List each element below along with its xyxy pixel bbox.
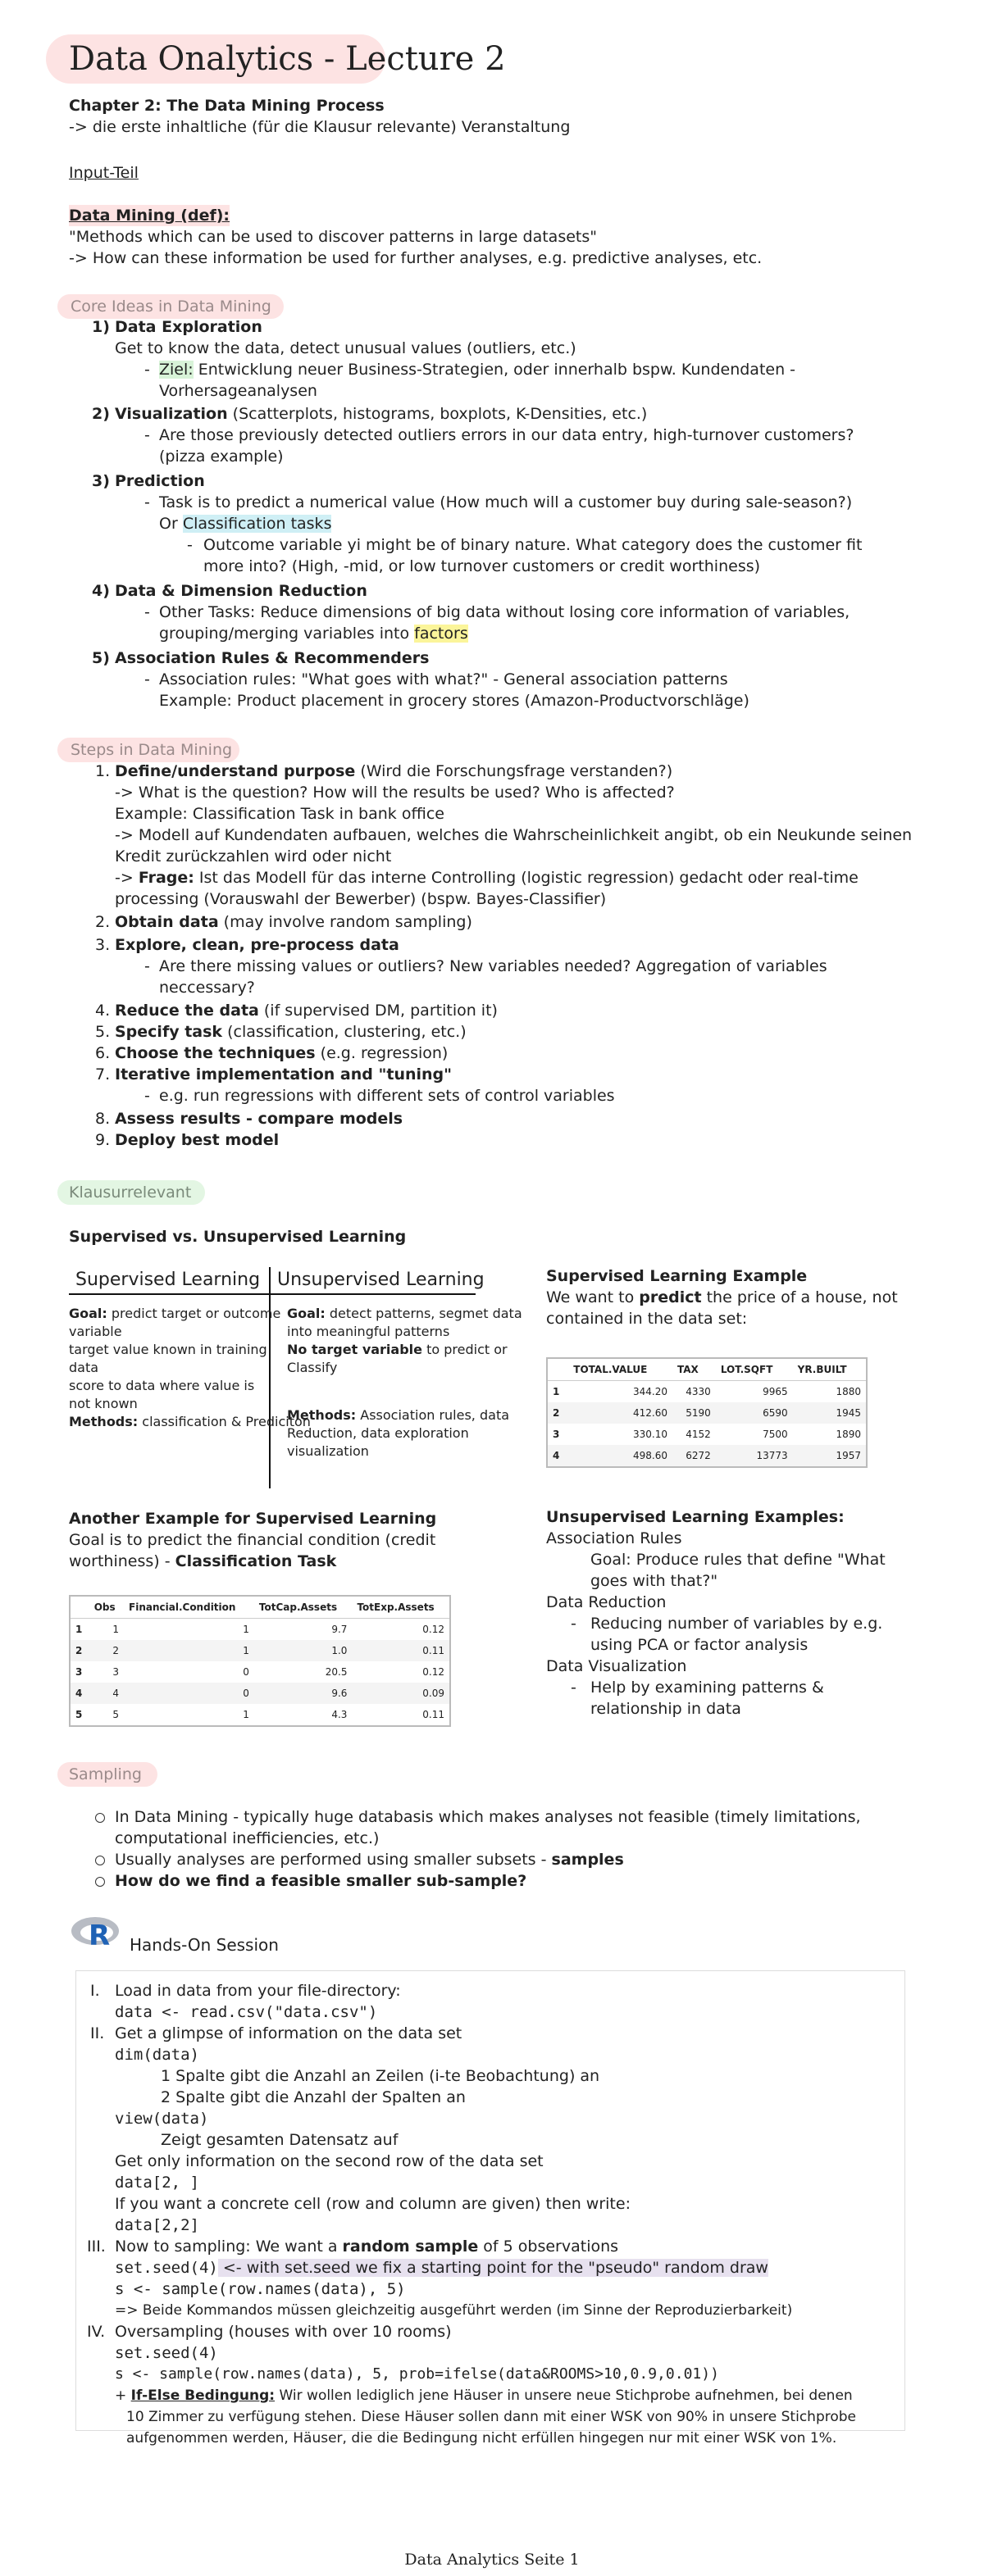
table-cell: 2	[71, 1640, 89, 1661]
sup-methods	[69, 1413, 311, 1431]
table-cell: 0.09	[352, 1683, 449, 1704]
sampling-text: computational inefficiencies, etc.)	[115, 1829, 380, 1847]
ule-text: using PCA or factor analysis	[590, 1636, 809, 1654]
sup-vs-unsup-heading: Supervised vs. Unsupervised Learning	[69, 1228, 407, 1246]
ule-visualization: Data Visualization	[546, 1657, 687, 1675]
table-cell: 4152	[686, 1429, 711, 1440]
table-cell: 4	[71, 1683, 89, 1704]
unsup-methods	[287, 1406, 509, 1424]
ule-assoc: Association Rules	[546, 1529, 682, 1547]
bullet-dash: -	[144, 670, 150, 688]
table-header-cell: Obs	[89, 1597, 124, 1619]
table-header-cell: TAX	[672, 1359, 716, 1381]
core-item-num: 1)	[92, 318, 110, 336]
sup-text: target value known in training	[69, 1342, 267, 1357]
table-cell: 1957	[793, 1445, 866, 1466]
table-header-cell	[548, 1359, 568, 1381]
bullet-dash: -	[144, 426, 150, 444]
step-num: 2.	[95, 913, 111, 931]
core-item-bullet: Task is to predict a numerical value (How much will a customer buy during sale-season?)	[159, 493, 853, 511]
table-cell: 1	[243, 1624, 249, 1635]
table-cell: 4330	[686, 1386, 711, 1397]
core-item-bullet-cont: Example: Product placement in grocery stores (Amazon-Productvorschläge)	[159, 692, 749, 710]
t-table-hline	[69, 1293, 476, 1295]
table-cell: 5	[112, 1709, 120, 1720]
table-cell: 1	[553, 1386, 560, 1397]
table-header-cell: LOT.SQFT	[716, 1359, 793, 1381]
unsup-goal	[287, 1305, 522, 1323]
table-cell: 6590	[716, 1402, 793, 1424]
table-cell: 6272	[672, 1445, 716, 1466]
handson-text	[115, 2236, 618, 2257]
methods-label: Methods:	[69, 1414, 139, 1429]
handson-title: Hands-On Session	[130, 1935, 279, 1955]
table-header-row	[71, 1597, 449, 1619]
table-header-cell: TOTAL.VALUE	[568, 1359, 672, 1381]
bullet-dash: -	[571, 1615, 576, 1633]
sup-goal	[69, 1305, 280, 1323]
code-line: data <- read.csv("data.csv")	[115, 2003, 378, 2021]
samples-word: samples	[551, 1851, 624, 1869]
predict-word: predict	[639, 1288, 702, 1306]
handson-text: Oversampling (houses with over 10 rooms)	[115, 2323, 452, 2341]
table-cell: 1890	[836, 1429, 861, 1440]
arrow-text: ->	[115, 869, 139, 887]
table-cell: 9.6	[254, 1683, 353, 1704]
code-line: set.seed(4)	[115, 2259, 218, 2277]
bullet-dash: -	[571, 1679, 576, 1697]
table-cell: 1	[75, 1624, 83, 1635]
bullet-dash: -	[144, 493, 150, 511]
methods-text: Association rules, data	[356, 1407, 510, 1423]
t-table-vline	[269, 1267, 271, 1488]
goal-label: Goal:	[69, 1306, 107, 1321]
table-cell: 3	[75, 1666, 83, 1678]
table-row	[71, 1640, 449, 1661]
definition-quote: "Methods which can be used to discover patterns in large datasets"	[69, 228, 597, 246]
step-desc: (classification, clustering, etc.)	[222, 1023, 467, 1041]
step-num: 1.	[95, 762, 111, 780]
code-line: dim(data)	[115, 2046, 199, 2064]
step-title: Obtain data	[115, 913, 219, 931]
table-cell: 9965	[763, 1386, 788, 1397]
sup-text: variable	[69, 1324, 122, 1339]
step-line	[115, 761, 672, 782]
step-line	[115, 1043, 448, 1064]
step-text: Kredit zurückzahlen wird oder nicht	[115, 847, 392, 865]
table-cell: 0	[124, 1683, 254, 1704]
table-body	[71, 1619, 449, 1726]
klausur-label: Klausurrelevant	[69, 1184, 192, 1202]
core-item-bullet-cont: (pizza example)	[159, 448, 284, 466]
page-footer: Data Analytics Seite 1	[404, 2551, 580, 2569]
table-cell: 3	[553, 1429, 560, 1440]
step-text: processing (Vorauswahl der Bewerber) (bspw. Bayes-Classifier)	[115, 890, 607, 908]
table-cell: 13773	[716, 1445, 793, 1466]
steps-label: Steps in Data Mining	[71, 741, 233, 759]
chapter-subtitle: -> die erste inhaltliche (für die Klausur relevante) Veranstaltung	[69, 118, 571, 136]
sampling-text: In Data Mining - typically huge databasis which makes analyses not feasible (timely limitations,	[115, 1808, 861, 1826]
goal-text: predict target or outcome	[107, 1306, 281, 1321]
code-line: set.seed(4)	[115, 2344, 218, 2362]
sampling-question: How do we find a feasible smaller sub-sample?	[115, 1872, 527, 1890]
sle-text	[546, 1287, 898, 1308]
handson-text-a: Now to sampling: We want a	[115, 2238, 343, 2256]
core-item-subbullet: Outcome variable yi might be of binary nature. What category does the customer fit	[203, 536, 863, 554]
sampling-text-a: Usually analyses are performed using smaller subsets -	[115, 1851, 552, 1869]
if-else-label: If-Else Bedingung:	[130, 2387, 276, 2404]
step-title: Specify task	[115, 1023, 223, 1041]
table-row	[548, 1381, 866, 1403]
handson-text: Load in data from your file-directory:	[115, 1982, 401, 2000]
table-cell: 344.20	[632, 1386, 667, 1397]
ule-text: goes with that?"	[590, 1572, 718, 1590]
step-text: Example: Classification Task in bank office	[115, 805, 444, 823]
financial-table	[69, 1595, 451, 1727]
step-title: Assess results - compare models	[115, 1110, 403, 1128]
step-desc: (Wird die Forschungsfrage verstanden?)	[355, 762, 673, 780]
unsup-text: visualization	[287, 1443, 369, 1459]
handson-text: 10 Zimmer zu verfügung stehen. Diese Häuser sollen dann mit einer WSK von 90% in unsere Stichprobe	[126, 2409, 857, 2425]
code-line-with-note	[115, 2257, 768, 2278]
step-desc: (e.g. regression)	[315, 1044, 449, 1062]
bullet-text: Entwicklung neuer Business-Strategien, oder innerhalb bspw. Kundendaten -	[193, 361, 796, 379]
definition-heading: Data Mining (def):	[69, 207, 230, 225]
core-item-desc: (Scatterplots, histograms, boxplots, K-Densities, etc.)	[227, 405, 648, 423]
code-line: s <- sample(row.names(data), 5)	[115, 2280, 406, 2298]
step-line	[115, 1000, 498, 1021]
ule-text: relationship in data	[590, 1700, 741, 1718]
table-cell: 2	[89, 1640, 124, 1661]
no-target-label: No target variable	[287, 1342, 422, 1357]
table-header-cell	[71, 1597, 89, 1619]
sle-text: contained in the data set:	[546, 1310, 748, 1328]
sup-head: Supervised Learning	[75, 1270, 261, 1290]
step-bullet-cont: neccessary?	[159, 979, 255, 997]
unsup-text: Classify	[287, 1360, 338, 1375]
table-row	[71, 1683, 449, 1704]
table-cell: 4.3	[331, 1709, 348, 1720]
core-item-title: Association Rules & Recommenders	[115, 649, 430, 667]
circle-bullet-icon	[95, 1856, 105, 1865]
handson-text: => Beide Kommandos müssen gleichzeitig ausgeführt werden (im Sinne der Reproduzierbarkeit)	[115, 2302, 793, 2319]
or-text: Or	[159, 515, 183, 533]
step-desc: (may involve random sampling)	[218, 913, 472, 931]
handson-text	[115, 2385, 853, 2406]
table-row	[548, 1402, 866, 1424]
ule-heading: Unsupervised Learning Examples:	[546, 1508, 845, 1526]
sle-text-a: We want to	[546, 1288, 640, 1306]
sup-text: score to data where value is	[69, 1378, 255, 1393]
ule-text: Help by examining patterns &	[590, 1679, 824, 1697]
chapter-heading: Chapter 2: The Data Mining Process	[69, 97, 385, 115]
step-num: 3.	[95, 936, 111, 954]
sampling-label: Sampling	[69, 1765, 142, 1783]
seed-note: <- with set.seed we fix a starting point for the "pseudo" random draw	[217, 2259, 768, 2277]
table-row	[548, 1424, 866, 1445]
list-num: III.	[87, 2238, 106, 2256]
core-item-num: 4)	[92, 582, 110, 600]
core-item-bullet-cont	[159, 513, 331, 534]
unsup-head: Unsupervised Learning	[277, 1270, 485, 1290]
table-cell: 1	[112, 1624, 120, 1635]
step-text	[115, 867, 859, 888]
bullet-dash: -	[144, 361, 150, 379]
core-item-subbullet-cont: more into? (High, -mid, or low turnover customers or credit worthiness)	[203, 557, 761, 575]
step-title: Choose the techniques	[115, 1044, 316, 1062]
list-num: II.	[90, 2024, 105, 2042]
core-item-num: 5)	[92, 649, 110, 667]
list-num: IV.	[87, 2323, 106, 2341]
step-bullet: e.g. run regressions with different sets of control variables	[159, 1087, 615, 1105]
handson-text: Get a glimpse of information on the data set	[115, 2024, 462, 2042]
methods-text: classification & Prediciton	[138, 1414, 311, 1429]
table-row	[71, 1661, 449, 1683]
step-title: Define/understand purpose	[115, 762, 356, 780]
table-cell: 5190	[672, 1402, 716, 1424]
handson-text-rest: Wir wollen lediglich jene Häuser in unsere neue Stichprobe aufnehmen, bei denen	[275, 2387, 853, 2404]
sup-text: data	[69, 1360, 99, 1375]
goal-text: detect patterns, segmet data	[325, 1306, 522, 1321]
handson-text: Zeigt gesamten Datensatz auf	[161, 2131, 399, 2149]
classification-task: Classification Task	[175, 1552, 337, 1570]
step-num: 7.	[95, 1065, 111, 1084]
ule-text: Goal: Produce rules that define "What	[590, 1551, 886, 1569]
input-heading: Input-Teil	[69, 164, 139, 182]
core-item-num: 3)	[92, 472, 110, 490]
circle-bullet-icon	[95, 1877, 105, 1887]
unsup-target	[287, 1341, 508, 1359]
step-title: Explore, clean, pre-process data	[115, 936, 399, 954]
unsup-text: Reduction, data exploration	[287, 1425, 469, 1441]
step-title: Iterative implementation and "tuning"	[115, 1065, 453, 1084]
handson-text: aufgenommen werden, Häuser, die die Bedingung nicht erfüllen hingegen nur mit einer WSK von 1%.	[126, 2430, 837, 2447]
core-item-title-line	[115, 403, 647, 425]
frage-label: Frage:	[138, 869, 194, 887]
table-header-cell: YR.BUILT	[793, 1359, 866, 1381]
step-num: 5.	[95, 1023, 111, 1041]
sup-text: not known	[69, 1396, 138, 1411]
factors-highlight: factors	[414, 625, 468, 643]
table-cell: 412.60	[568, 1402, 672, 1424]
step-bullet: Are there missing values or outliers? New variables needed? Aggregation of variables	[159, 957, 827, 975]
ziel-highlight: Ziel:	[159, 361, 194, 379]
core-item-bullet	[159, 359, 795, 380]
step-line	[115, 911, 472, 933]
another-text-a: worthiness) -	[69, 1552, 175, 1570]
core-item-bullet: Association rules: "What goes with what?" - General association patterns	[159, 670, 728, 688]
methods-label: Methods:	[287, 1407, 357, 1423]
table-cell: 330.10	[632, 1429, 667, 1440]
r-logo-icon	[71, 1915, 125, 1956]
table-row	[71, 1704, 449, 1725]
core-item-bullet: Are those previously detected outliers errors in our data entry, high-turnover customers?	[159, 426, 854, 444]
step-text: -> What is the question? How will the results be used? Who is affected?	[115, 784, 675, 802]
table-cell: 0.12	[422, 1624, 444, 1635]
unsup-text: into meaningful patterns	[287, 1324, 450, 1339]
bullet-dash: -	[144, 1087, 150, 1105]
table-body	[548, 1381, 866, 1467]
core-item-desc: Get to know the data, detect unusual values (outliers, etc.)	[115, 339, 576, 357]
table-cell: 498.60	[568, 1445, 672, 1466]
core-item-bullet-cont	[159, 623, 468, 644]
r-logo-letter: R	[89, 1920, 111, 1952]
step-title: Reduce the data	[115, 1002, 259, 1020]
table-cell: 2	[548, 1402, 568, 1424]
table-cell: 0.12	[422, 1666, 444, 1678]
goal-label: Goal:	[287, 1306, 326, 1321]
table-cell: 4	[89, 1683, 124, 1704]
table-cell: 3	[112, 1666, 120, 1678]
core-ideas-label: Core Ideas in Data Mining	[71, 298, 271, 316]
step-desc: (if supervised DM, partition it)	[258, 1002, 498, 1020]
table-row	[71, 1619, 449, 1641]
table-header-cell: TotCap.Assets	[254, 1597, 353, 1619]
random-sample-word: random sample	[342, 2238, 479, 2256]
table-cell: 0.11	[352, 1640, 449, 1661]
core-item-title: Data Exploration	[115, 318, 262, 336]
definition-follow: -> How can these information be used for further analyses, e.g. predictive analyses, etc.	[69, 249, 763, 267]
handson-text-c: of 5 observations	[478, 2238, 619, 2256]
another-text: Goal is to predict the financial condition (credit	[69, 1531, 436, 1549]
core-item-title: Prediction	[115, 472, 205, 490]
table-cell: 20.5	[325, 1666, 348, 1678]
table-cell: 5	[75, 1709, 83, 1720]
table-cell: 0.11	[422, 1709, 444, 1720]
step-num: 6.	[95, 1044, 111, 1062]
table-header-cell: TotExp.Assets	[352, 1597, 449, 1619]
page-title: Data Onalytics - Lecture 2	[69, 40, 506, 78]
sle-text-c: the price of a house, not	[701, 1288, 898, 1306]
bullet-text: grouping/merging variables into	[159, 625, 415, 643]
bullet-dash: -	[144, 957, 150, 975]
circle-bullet-icon	[95, 1813, 105, 1823]
table-header-cell: Financial.Condition	[124, 1597, 254, 1619]
bullet-dash: -	[144, 603, 150, 621]
ule-reduction: Data Reduction	[546, 1593, 667, 1611]
core-item-bullet: Other Tasks: Reduce dimensions of big data without losing core information of variables,	[159, 603, 850, 621]
table-cell: 7500	[763, 1429, 788, 1440]
another-heading: Another Example for Supervised Learning	[69, 1510, 437, 1528]
step-title: Deploy best model	[115, 1131, 280, 1149]
core-item-bullet-cont: Vorhersageanalysen	[159, 382, 317, 400]
core-item-title: Data & Dimension Reduction	[115, 582, 367, 600]
house-table	[546, 1357, 868, 1468]
list-num: I.	[90, 1982, 100, 2000]
handson-text: 1 Spalte gibt die Anzahl an Zeilen (i-te Beobachtung) an	[161, 2067, 600, 2085]
table-cell: 1945	[793, 1402, 866, 1424]
bullet-dash: -	[187, 536, 193, 554]
step-num: 8.	[95, 1110, 111, 1128]
step-text-rest: Ist das Modell für das interne Controlling (logistic regression) gedacht oder real-time	[194, 869, 859, 887]
table-cell: 1880	[836, 1386, 861, 1397]
table-cell: 0	[243, 1666, 249, 1678]
code-line: data[2,2]	[115, 2216, 199, 2234]
table-cell: 1	[124, 1640, 254, 1661]
sle-heading: Supervised Learning Example	[546, 1267, 808, 1285]
handson-text: If you want a concrete cell (row and column are given) then write:	[115, 2195, 631, 2213]
core-item-num: 2)	[92, 405, 110, 423]
step-line	[115, 1021, 467, 1043]
code-line: data[2, ]	[115, 2174, 199, 2192]
unsup-text: to predict or	[422, 1342, 508, 1357]
step-num: 4.	[95, 1002, 111, 1020]
code-line: s <- sample(row.names(data), 5, prob=ifelse(data&ROOMS>10,0.9,0.01))	[115, 2365, 719, 2383]
step-text: -> Modell auf Kundendaten aufbauen, welches die Wahrscheinlichkeit angibt, ob ein Neukunde seinen	[115, 826, 913, 844]
ule-text: Reducing number of variables by e.g.	[590, 1615, 883, 1633]
code-line: view(data)	[115, 2110, 209, 2128]
table-cell: 1	[243, 1709, 249, 1720]
step-num: 9.	[95, 1131, 111, 1149]
core-item-title: Visualization	[115, 405, 228, 423]
sampling-text	[115, 1849, 624, 1870]
table-cell: 4	[548, 1445, 568, 1466]
plus-text: +	[115, 2387, 131, 2404]
another-text	[69, 1551, 336, 1572]
table-cell: 1.0	[254, 1640, 353, 1661]
table-header-row	[548, 1359, 866, 1381]
table-cell: 9.7	[331, 1624, 348, 1635]
table-row	[548, 1445, 866, 1466]
handson-text: 2 Spalte gibt die Anzahl der Spalten an	[161, 2088, 466, 2106]
handson-text: Get only information on the second row of the data set	[115, 2152, 544, 2170]
classification-highlight: Classification tasks	[182, 515, 332, 533]
